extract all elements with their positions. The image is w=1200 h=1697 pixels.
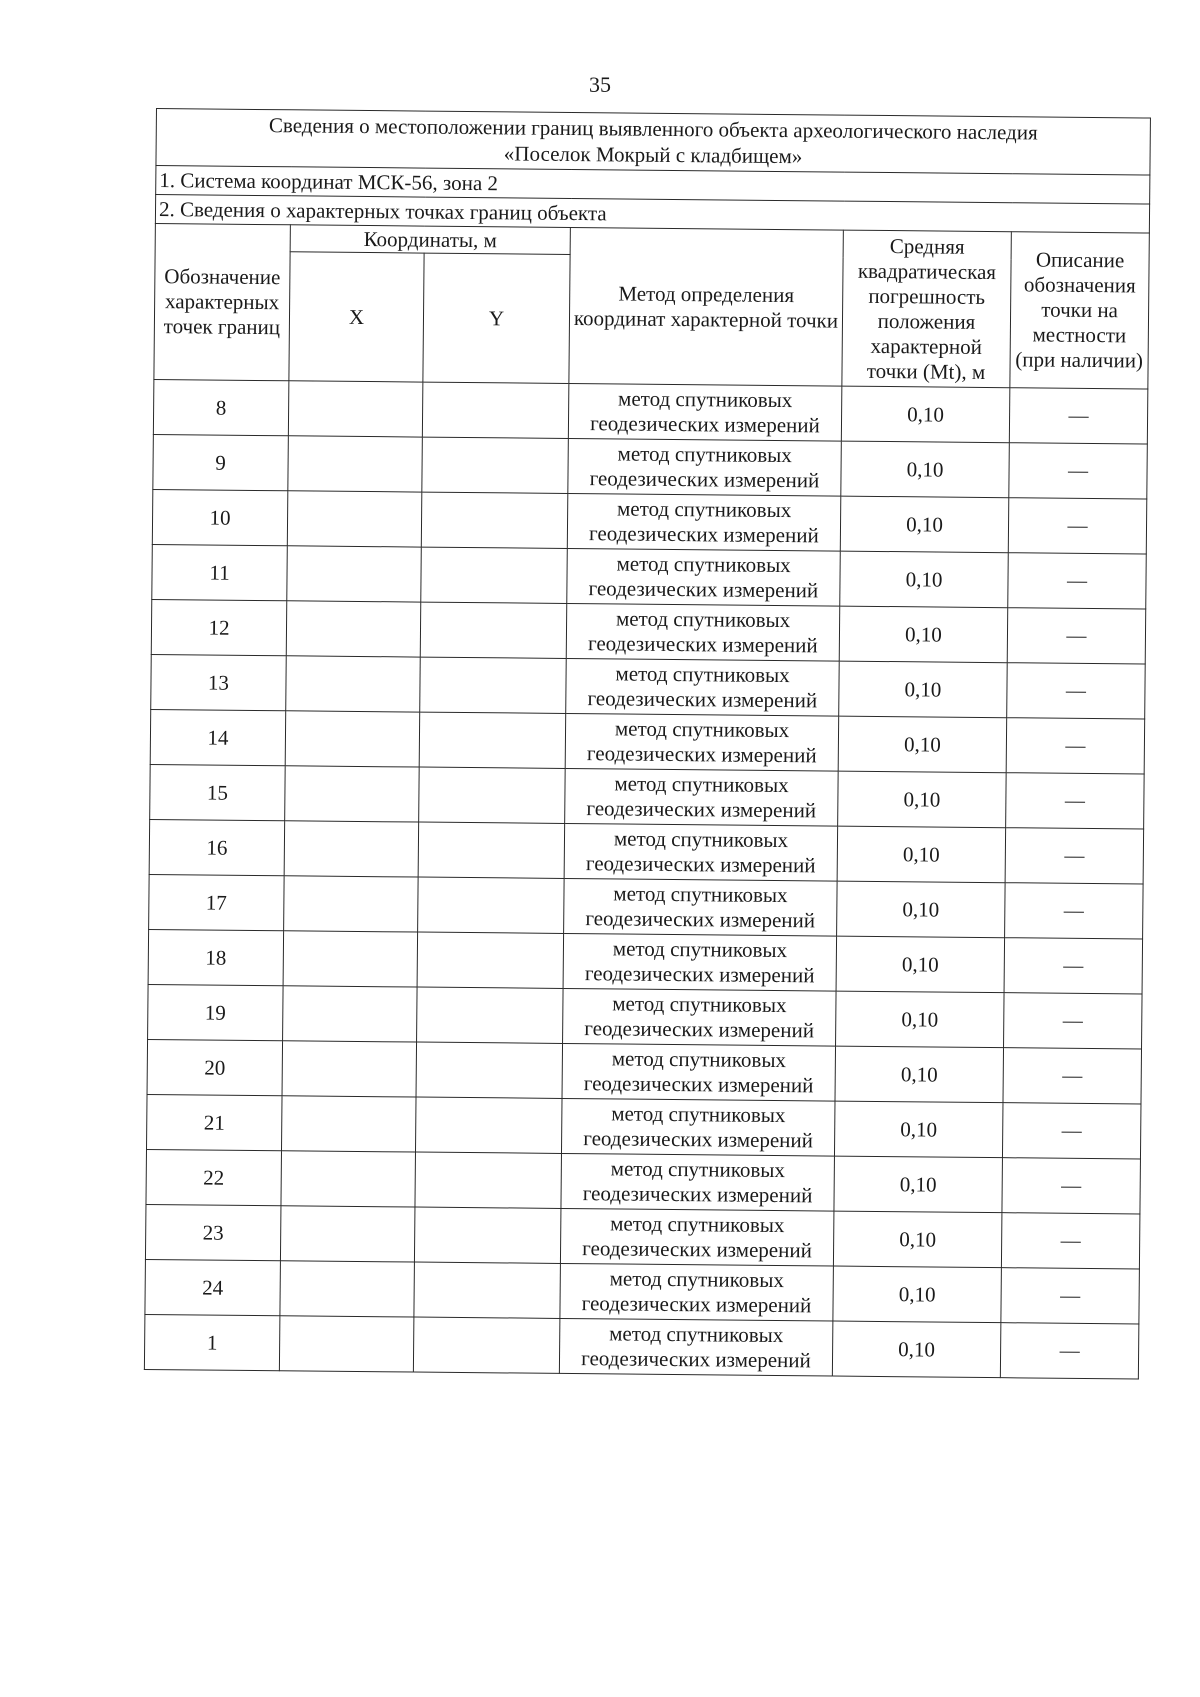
x-coordinate-cell <box>283 931 418 987</box>
mean-error-cell: 0,10 <box>834 1156 1003 1213</box>
page-number: 35 <box>589 72 611 97</box>
x-coordinate-cell <box>281 1096 416 1152</box>
y-coordinate-cell <box>419 712 566 768</box>
description-cell: — <box>1006 718 1145 774</box>
x-coordinate-cell <box>284 821 419 877</box>
y-coordinate-cell <box>413 1317 560 1373</box>
table-row <box>147 1039 1142 1104</box>
method-line-2: геодезических измерений <box>584 961 815 988</box>
header-y: Y <box>423 253 570 383</box>
table-title-line-2: «Поселок Мокрый с кладбищем» <box>503 141 803 169</box>
method-cell <box>563 988 837 1046</box>
y-coordinate-cell <box>414 1262 561 1318</box>
table-row <box>151 599 1146 664</box>
coordinate-system-label: 1. Система координат МСК-56, зона 2 <box>156 166 1150 205</box>
point-number-cell: 8 <box>153 379 289 435</box>
mean-error-cell: 0,10 <box>833 1266 1002 1323</box>
method-line-1: метод спутниковых <box>613 881 788 908</box>
header-description: Описание обозначения точки на местности (при наличии) <box>1010 232 1150 389</box>
method-line-1: метод спутниковых <box>609 1321 784 1348</box>
point-number-cell: 13 <box>151 654 287 710</box>
method-cell <box>561 1098 835 1156</box>
header-x: X <box>289 252 424 382</box>
method-cell <box>561 1153 835 1211</box>
y-coordinate-cell <box>416 1042 563 1098</box>
method-cell <box>567 493 841 551</box>
method-line-1: метод спутниковых <box>616 496 792 523</box>
method-line-2: геодезических измерений <box>582 1181 813 1208</box>
y-coordinate-cell <box>422 382 569 438</box>
description-cell: — <box>1006 773 1145 829</box>
method-cell <box>567 548 841 606</box>
x-coordinate-cell <box>279 1316 414 1372</box>
x-coordinate-cell <box>286 656 421 712</box>
x-coordinate-cell <box>288 436 423 492</box>
method-line-2: геодезических измерений <box>585 906 816 933</box>
table-row <box>145 1204 1140 1269</box>
method-line-1: метод спутниковых <box>612 936 788 963</box>
mean-error-cell: 0,10 <box>835 1046 1004 1103</box>
table-row <box>152 544 1147 609</box>
y-coordinate-cell <box>420 602 567 658</box>
mean-error-cell: 0,10 <box>837 826 1006 883</box>
mean-error-cell: 0,10 <box>832 1321 1001 1378</box>
description-cell: — <box>1009 443 1148 499</box>
x-coordinate-cell <box>280 1261 415 1317</box>
method-line-1: метод спутниковых <box>612 991 787 1018</box>
method-line-1: метод спутниковых <box>616 551 791 578</box>
method-cell <box>568 438 842 496</box>
method-line-2: геодезических измерений <box>587 686 818 713</box>
method-line-1: метод спутниковых <box>613 826 789 853</box>
x-coordinate-cell <box>282 1041 417 1097</box>
mean-error-cell: 0,10 <box>838 716 1007 773</box>
table-row <box>151 654 1146 719</box>
mean-error-cell: 0,10 <box>840 551 1009 608</box>
method-cell <box>564 823 838 881</box>
x-coordinate-cell <box>288 381 423 437</box>
method-line-2: геодезических измерений <box>583 1126 814 1153</box>
description-cell: — <box>1002 1158 1141 1214</box>
method-line-1: метод спутниковых <box>611 1101 786 1128</box>
method-line-1: метод спутниковых <box>610 1211 785 1238</box>
description-cell: — <box>1002 1103 1141 1159</box>
boundary-points-table <box>144 108 1151 1379</box>
method-line-2: геодезических измерений <box>587 631 818 658</box>
method-line-1: метод спутниковых <box>615 661 790 688</box>
table-row <box>152 489 1147 554</box>
method-line-2: геодезических измерений <box>583 1071 814 1098</box>
method-line-2: геодезических измерений <box>586 796 817 823</box>
table-row <box>153 434 1148 499</box>
y-coordinate-cell <box>415 1097 562 1153</box>
y-coordinate-cell <box>421 547 568 603</box>
header-method: Метод определения координат характерной точки <box>569 227 843 386</box>
table-row <box>148 984 1143 1049</box>
x-coordinate-cell <box>283 986 418 1042</box>
point-number-cell: 19 <box>148 984 284 1040</box>
method-cell <box>560 1208 834 1266</box>
point-number-cell: 11 <box>152 544 288 600</box>
description-cell: — <box>1007 663 1146 719</box>
mean-error-cell: 0,10 <box>836 936 1005 993</box>
mean-error-cell: 0,10 <box>839 606 1008 663</box>
x-coordinate-cell <box>284 876 419 932</box>
table-row <box>153 379 1148 444</box>
point-number-cell: 21 <box>147 1094 283 1150</box>
method-cell <box>566 658 840 716</box>
point-number-cell: 10 <box>152 489 288 545</box>
method-line-2: геодезических измерений <box>586 741 817 768</box>
description-cell: — <box>1004 938 1143 994</box>
header-coordinates: Координаты, м <box>290 225 570 255</box>
table-row <box>150 709 1145 774</box>
y-coordinate-cell <box>419 767 566 823</box>
method-line-2: геодезических измерений <box>585 851 816 878</box>
description-cell: — <box>1005 883 1144 939</box>
table-row <box>146 1149 1141 1214</box>
mean-error-cell: 0,10 <box>841 386 1010 443</box>
point-number-cell: 15 <box>150 764 286 820</box>
description-cell: — <box>1001 1268 1140 1324</box>
table-title-row <box>156 109 1151 176</box>
point-number-cell: 17 <box>149 874 285 930</box>
point-number-cell: 22 <box>146 1149 282 1205</box>
y-coordinate-cell <box>421 492 568 548</box>
description-cell: — <box>1008 553 1147 609</box>
description-cell: — <box>1000 1323 1139 1379</box>
description-cell: — <box>1001 1213 1140 1269</box>
y-coordinate-cell <box>418 822 565 878</box>
point-number-cell: 23 <box>145 1204 281 1260</box>
method-cell <box>568 383 842 441</box>
method-cell <box>565 768 839 826</box>
x-coordinate-cell <box>286 601 421 657</box>
table-row <box>149 819 1144 884</box>
points-info-label: 2. Сведения о характерных точках границ объекта <box>155 195 1149 234</box>
method-cell <box>562 1043 836 1101</box>
method-line-2: геодезических измерений <box>590 411 820 438</box>
point-number-cell: 18 <box>148 929 284 985</box>
y-coordinate-cell <box>418 877 565 933</box>
method-line-2: геодезических измерений <box>582 1236 813 1263</box>
table-title <box>156 109 1151 176</box>
mean-error-cell: 0,10 <box>834 1101 1003 1158</box>
x-coordinate-cell <box>285 766 420 822</box>
description-cell: — <box>1003 1048 1142 1104</box>
mean-error-cell: 0,10 <box>837 881 1006 938</box>
point-number-cell: 16 <box>149 819 285 875</box>
method-line-2: геодезических измерений <box>588 576 819 603</box>
point-number-cell: 14 <box>150 709 286 765</box>
mean-error-cell: 0,10 <box>836 991 1005 1048</box>
table-row <box>144 1314 1139 1379</box>
table-row <box>148 929 1143 994</box>
point-number-cell: 20 <box>147 1039 283 1095</box>
method-line-1: метод спутниковых <box>614 716 790 743</box>
method-line-2: геодезических измерений <box>584 1016 815 1043</box>
description-cell: — <box>1007 608 1146 664</box>
method-line-1: метод спутниковых <box>610 1156 786 1183</box>
method-line-1: метод спутниковых <box>618 386 793 413</box>
point-number-cell: 24 <box>145 1259 281 1315</box>
mean-error-cell: 0,10 <box>841 441 1010 498</box>
point-number-cell: 9 <box>153 434 289 490</box>
method-line-1: метод спутниковых <box>617 441 792 468</box>
method-cell <box>564 878 838 936</box>
y-coordinate-cell <box>414 1207 561 1263</box>
method-cell <box>563 933 837 991</box>
mean-error-cell: 0,10 <box>838 771 1007 828</box>
method-line-2: геодезических измерений <box>581 1291 812 1318</box>
mean-error-cell: 0,10 <box>840 496 1009 553</box>
method-cell <box>560 1263 834 1321</box>
method-cell <box>566 603 840 661</box>
method-cell <box>559 1318 833 1376</box>
mean-error-cell: 0,10 <box>839 661 1008 718</box>
description-cell: — <box>1005 828 1144 884</box>
description-cell: — <box>1004 993 1143 1049</box>
table-row <box>150 764 1145 829</box>
table-title-line-1: Сведения о местоположении границ выявленного объекта археологического наследия <box>268 113 1038 145</box>
x-coordinate-cell <box>285 711 420 767</box>
x-coordinate-cell <box>281 1151 416 1207</box>
description-cell: — <box>1009 388 1148 444</box>
table-row <box>149 874 1144 939</box>
header-point-designation: Обозначение характерных точек границ <box>154 223 290 380</box>
table-row <box>145 1259 1140 1324</box>
method-line-1: метод спутниковых <box>615 606 791 633</box>
y-coordinate-cell <box>415 1152 562 1208</box>
point-number-cell: 1 <box>144 1314 280 1370</box>
method-line-2: геодезических измерений <box>588 521 819 548</box>
y-coordinate-cell <box>417 932 564 988</box>
x-coordinate-cell <box>280 1206 415 1262</box>
method-line-2: геодезических измерений <box>589 466 820 493</box>
table-row <box>147 1094 1142 1159</box>
mean-error-cell: 0,10 <box>833 1211 1002 1268</box>
y-coordinate-cell <box>420 657 567 713</box>
x-coordinate-cell <box>287 491 422 547</box>
method-cell <box>565 713 839 771</box>
point-number-cell: 12 <box>151 599 287 655</box>
x-coordinate-cell <box>287 546 422 602</box>
method-line-1: метод спутниковых <box>611 1046 787 1073</box>
y-coordinate-cell <box>417 987 564 1043</box>
method-line-2: геодезических измерений <box>581 1346 811 1373</box>
y-coordinate-cell <box>422 437 569 493</box>
method-line-1: метод спутниковых <box>609 1266 785 1293</box>
method-line-1: метод спутниковых <box>614 771 789 798</box>
header-mean-error: Средняя квадратическая погрешность положения характерной точки (Mt), м <box>842 230 1011 388</box>
description-cell: — <box>1008 498 1147 554</box>
